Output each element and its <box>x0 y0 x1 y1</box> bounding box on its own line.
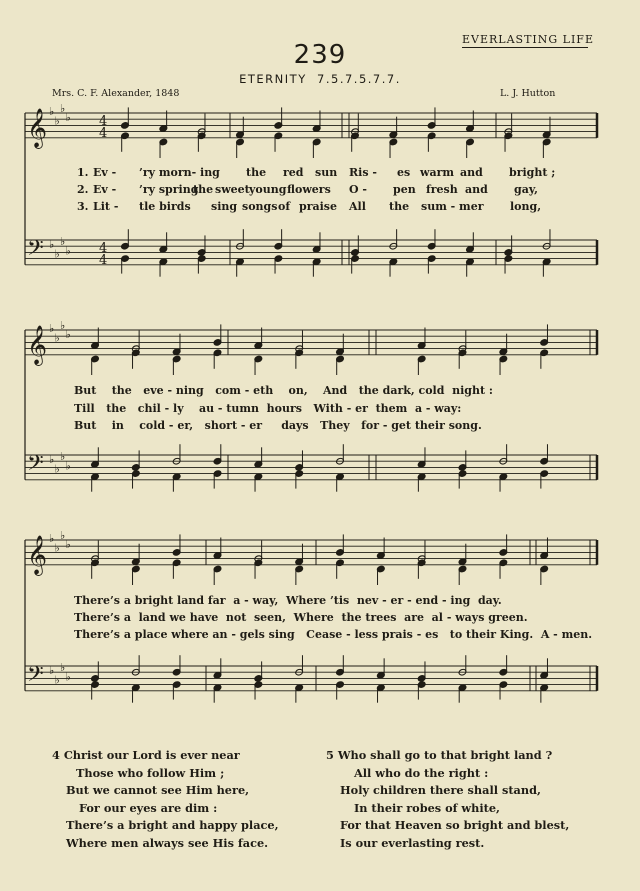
flat-sign: ♭ <box>49 453 55 467</box>
flat-sign: ♭ <box>65 111 71 125</box>
treble-clef-icon: 𝄞 <box>27 535 48 575</box>
verse-number: 5 <box>326 748 334 762</box>
flat-sign: ♭ <box>60 235 66 249</box>
flat-sign: ♭ <box>60 661 66 675</box>
verse-line: Where men always see His face. <box>66 835 269 850</box>
bass-clef-icon: 𝄢 <box>27 451 44 481</box>
verse-4 <box>52 747 279 852</box>
verse-line: In their robes of white, <box>354 800 500 815</box>
lyric-line-1-1: 1. Ev - ’ry morn- ing the red sun Ris - es warm and bright ; <box>77 166 556 179</box>
lyric-line-3-3: There’s a place where an - gels sing Cease - less prais - es to their King. A - men. <box>74 628 593 641</box>
treble-clef-icon: 𝄞 <box>27 108 48 148</box>
hymn-number: 239 <box>293 40 347 70</box>
flat-sign: ♭ <box>65 459 71 473</box>
time-signature: 4 <box>99 126 108 141</box>
bass-clef-icon: 𝄢 <box>27 662 44 692</box>
lyric-line-3-2: There’s a land we have not seen, Where the trees are al - ways green. <box>74 611 528 624</box>
lyric-line-2-2: Till the chil - ly au - tumn hours With - er them a - way: <box>74 402 462 415</box>
flat-sign: ♭ <box>54 331 60 345</box>
flat-sign: ♭ <box>49 238 55 252</box>
flat-sign: ♭ <box>65 328 71 342</box>
tune-name: ETERNITY <box>239 72 307 86</box>
flat-sign: ♭ <box>49 664 55 678</box>
flat-sign: ♭ <box>65 538 71 552</box>
flat-sign: ♭ <box>60 101 66 115</box>
verse-line: Holy children there shall stand, <box>340 783 541 797</box>
verse-line: 4 Christ our Lord is ever near <box>52 748 240 762</box>
verse-line: 5 Who shall go to that bright land ? <box>326 748 553 762</box>
lyric-line-3-1: There’s a bright land far a - way, Where ’tis nev - er - end - ing day. <box>74 594 502 607</box>
flat-sign: ♭ <box>54 541 60 555</box>
verse-line: There’s a bright and happy place, <box>66 818 279 832</box>
verse-line: For that Heaven so bright and blest, <box>340 818 570 832</box>
flat-sign: ♭ <box>54 247 60 261</box>
verse-line: Those who follow Him ; <box>76 765 225 780</box>
verse-line: Is our everlasting rest. <box>340 835 485 850</box>
lyric-line-2-1: But the eve - ning com - eth on, And the dark, cold night : <box>74 384 493 397</box>
running-head: EVERLASTING LIFE <box>462 33 594 46</box>
flat-sign: ♭ <box>60 318 66 332</box>
lyric-line-1-2: 2. Ev - ’ry spring the sweet young flowers O - pen fresh and gay, <box>77 183 538 196</box>
composer-credit: L. J. Hutton <box>500 88 556 99</box>
flat-sign: ♭ <box>54 673 60 687</box>
lyric-line-1-3: 3. Lit - tle birds sing songs of praise All the sum - mer long, <box>77 200 542 213</box>
treble-clef-icon: 𝄞 <box>27 325 48 365</box>
flat-sign: ♭ <box>49 322 55 335</box>
time-signature: 4 <box>99 241 108 256</box>
verse-number: 4 <box>52 748 60 762</box>
flat-sign: ♭ <box>65 244 71 258</box>
lyric-line-2-3: But in cold - er, short - er days They for - get their song. <box>74 419 482 432</box>
meter: 7.5.7.5.7.7. <box>317 72 401 86</box>
verse-5 <box>326 747 569 852</box>
flat-sign: ♭ <box>54 462 60 476</box>
flat-sign: ♭ <box>60 450 66 464</box>
time-signature: 4 <box>99 253 108 268</box>
flat-sign: ♭ <box>65 670 71 684</box>
verse-line: For our eyes are dim : <box>79 800 218 815</box>
flat-sign: ♭ <box>49 532 55 545</box>
flat-sign: ♭ <box>60 528 66 542</box>
flat-sign: ♭ <box>49 105 55 118</box>
bass-clef-icon: 𝄢 <box>27 236 44 266</box>
verse-line: All who do the right : <box>354 765 489 780</box>
time-signature: 4 <box>99 114 108 129</box>
author-credit: Mrs. C. F. Alexander, 1848 <box>52 88 180 99</box>
flat-sign: ♭ <box>54 114 60 128</box>
verse-line: But we cannot see Him here, <box>66 783 250 797</box>
